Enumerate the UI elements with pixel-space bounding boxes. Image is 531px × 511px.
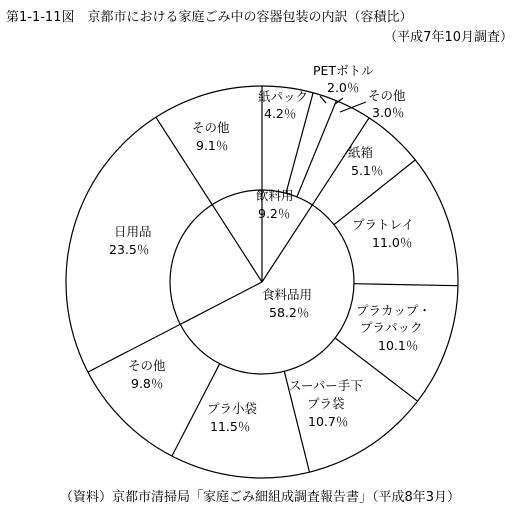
slice-label-kamibako-value: 5.1％	[351, 163, 384, 178]
slice-label-nichiyo-name: 日用品	[114, 224, 152, 239]
chart-title: 第1-1-11図 京都市における家庭ごみ中の容器包装の内訳（容積比）	[6, 10, 413, 25]
inner-label-inryo-value: 9.2％	[258, 206, 291, 221]
slice-label-cup-name-2: プラパック	[360, 320, 423, 335]
chart-source: （資料）京都市清掃局「家庭ごみ細組成調査報告書」（平成8年3月）	[60, 490, 461, 505]
slice-label-bev-other-name: その他	[368, 88, 406, 103]
chart-subtitle: （平成7年10月調査）	[384, 30, 513, 45]
slice-label-kami-pack-value: 4.2％	[264, 106, 297, 121]
slice-label-pet-value: 2.0％	[327, 80, 360, 95]
slice-label-cup-name-1: プラカップ・	[356, 303, 431, 318]
slice-label-super-value: 10.7％	[308, 414, 349, 429]
inner-label-shokuryo-value: 58.2％	[269, 305, 310, 320]
slice-label-tray-value: 11.0％	[372, 235, 413, 250]
slice-label-pet-name: PETボトル	[313, 63, 374, 78]
slice-label-super-name-2: プラ袋	[307, 396, 345, 411]
slice-label-food-other-value: 9.8％	[131, 376, 164, 391]
slice-label-kamibako-name: 紙箱	[348, 145, 374, 160]
slice-label-super-name-1: スーパー手下	[289, 378, 363, 393]
inner-label-shokuryo-name: 食料品用	[262, 287, 313, 302]
slice-label-tray-name: プラトレイ	[352, 217, 414, 232]
slice-label-cup-value: 10.1％	[378, 338, 419, 353]
slice-label-kami-pack-name: 紙パック	[258, 89, 309, 104]
inner-label-inryo-name: 飲料用	[256, 188, 294, 203]
slice-label-other-value: 9.1％	[196, 138, 229, 153]
slice-label-other-name: その他	[192, 120, 230, 135]
slice-label-kobukuro-name: プラ小袋	[207, 401, 258, 416]
slice-label-food-other-name: その他	[128, 358, 166, 373]
slice-label-nichiyo-value: 23.5％	[109, 242, 150, 257]
slice-label-kobukuro-value: 11.5％	[210, 419, 251, 434]
slice-label-bev-other-value: 3.0％	[372, 105, 405, 120]
